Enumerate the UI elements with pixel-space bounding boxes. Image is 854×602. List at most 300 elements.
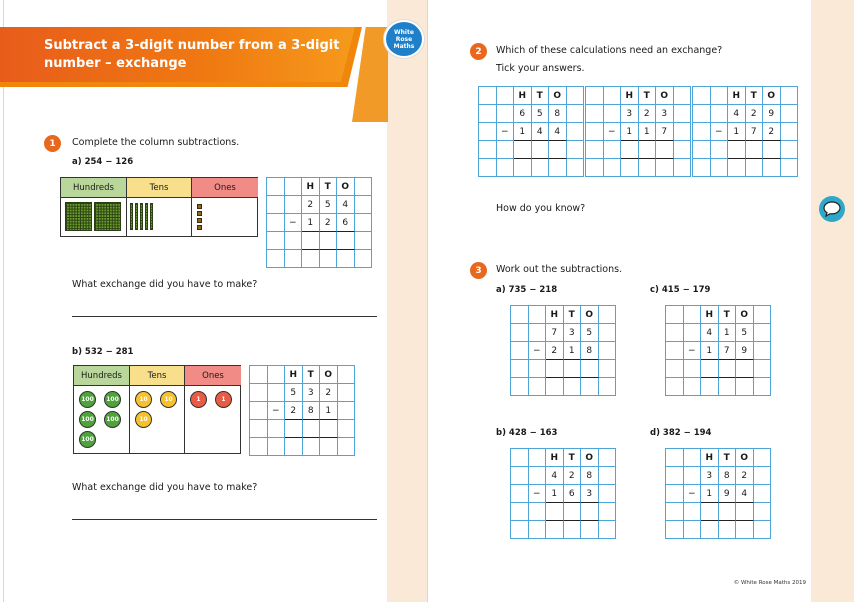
grid-cell xyxy=(693,105,711,123)
grid-cell xyxy=(511,467,529,485)
q3-instruction: Work out the subtractions. xyxy=(496,264,623,275)
grid-cell xyxy=(754,306,772,324)
grid-cell xyxy=(781,123,799,141)
grid-cell xyxy=(621,159,639,177)
grid-cell xyxy=(719,521,737,539)
subtrahend-digit: 1 xyxy=(701,342,719,360)
minuend-digit: 3 xyxy=(303,384,321,402)
grid-cell xyxy=(497,159,515,177)
q1b-question: What exchange did you have to make? xyxy=(72,482,258,493)
grid-cell xyxy=(586,159,604,177)
hundred-counter: 100 xyxy=(79,431,96,448)
subtrahend-digit: 9 xyxy=(736,342,754,360)
grid-cell xyxy=(338,438,356,456)
right-page-strip xyxy=(811,0,854,602)
grid-cell xyxy=(666,342,684,360)
answer-cell[interactable] xyxy=(320,232,338,250)
grid-cell xyxy=(514,159,532,177)
subtrahend-digit: 8 xyxy=(581,342,599,360)
minus-sign: − xyxy=(497,123,515,141)
grid-cell xyxy=(754,324,772,342)
minuend-digit: 5 xyxy=(285,384,303,402)
ten-counter: 10 xyxy=(135,391,152,408)
grid-cell xyxy=(250,420,268,438)
grid-header-cell: H xyxy=(701,449,719,467)
grid-cell xyxy=(285,438,303,456)
grid-header-cell: H xyxy=(546,449,564,467)
grid-cell xyxy=(754,521,772,539)
grid-cell xyxy=(586,141,604,159)
hundred-counter: 100 xyxy=(79,391,96,408)
grid-cell xyxy=(781,87,799,105)
grid-cell xyxy=(479,159,497,177)
grid-cell xyxy=(529,360,547,378)
grid-cell xyxy=(338,384,356,402)
grid-cell xyxy=(684,306,702,324)
grid-header-cell: O xyxy=(736,306,754,324)
grid-header-cell: T xyxy=(639,87,657,105)
subtrahend-digit: 6 xyxy=(337,214,355,232)
minuend-digit: 5 xyxy=(532,105,550,123)
minuend-digit: 5 xyxy=(581,324,599,342)
grid-cell xyxy=(355,214,373,232)
grid-cell xyxy=(511,521,529,539)
grid-header-cell: H xyxy=(701,306,719,324)
q3b-grid[interactable] xyxy=(510,448,616,539)
grid-cell xyxy=(250,402,268,420)
grid-cell xyxy=(711,105,729,123)
grid-header-cell: H xyxy=(546,306,564,324)
grid-cell xyxy=(529,306,547,324)
speech-bubble-glyph xyxy=(823,201,841,217)
grid-cell xyxy=(479,141,497,159)
minuend-digit: 3 xyxy=(621,105,639,123)
minus-sign: − xyxy=(711,123,729,141)
grid-cell xyxy=(684,324,702,342)
grid-cell xyxy=(267,178,285,196)
subtrahend-digit: 1 xyxy=(302,214,320,232)
minuend-digit: 3 xyxy=(701,467,719,485)
grid-cell xyxy=(599,342,617,360)
minus-sign: − xyxy=(529,485,547,503)
ten-rod xyxy=(135,203,138,230)
grid-cell xyxy=(599,467,617,485)
grid-cell xyxy=(511,503,529,521)
page-gutter xyxy=(427,0,428,602)
grid-header-cell: T xyxy=(719,449,737,467)
grid-cell xyxy=(268,384,286,402)
grid-cell xyxy=(604,105,622,123)
grid-cell xyxy=(479,123,497,141)
q1a-place-value-chart xyxy=(60,177,258,237)
grid-header-cell: T xyxy=(303,366,321,384)
speech-bubble-icon xyxy=(819,196,845,222)
q2-grid-1[interactable] xyxy=(478,86,584,177)
answer-cell[interactable] xyxy=(581,360,599,378)
grid-header-cell: O xyxy=(581,449,599,467)
grid-cell xyxy=(599,521,617,539)
answer-cell[interactable] xyxy=(639,141,657,159)
minuend-digit: 2 xyxy=(302,196,320,214)
grid-cell xyxy=(581,378,599,396)
subtrahend-digit: 2 xyxy=(546,342,564,360)
hundred-counter: 100 xyxy=(104,411,121,428)
grid-cell xyxy=(599,378,617,396)
grid-header-cell: T xyxy=(746,87,764,105)
left-page-edge xyxy=(3,0,4,602)
grid-cell xyxy=(581,521,599,539)
minuend-digit: 4 xyxy=(546,467,564,485)
hundreds-header: Hundreds xyxy=(74,366,130,386)
grid-cell xyxy=(564,378,582,396)
answer-cell[interactable] xyxy=(564,360,582,378)
question-2-badge: 2 xyxy=(470,43,487,60)
subtrahend-digit: 1 xyxy=(701,485,719,503)
grid-cell xyxy=(511,378,529,396)
grid-header-cell: T xyxy=(564,449,582,467)
grid-cell xyxy=(285,178,303,196)
grid-cell xyxy=(754,467,772,485)
minuend-digit: 3 xyxy=(656,105,674,123)
q3c-grid[interactable] xyxy=(665,305,771,396)
grid-cell xyxy=(564,521,582,539)
grid-cell xyxy=(604,87,622,105)
grid-cell xyxy=(781,105,799,123)
grid-cell xyxy=(567,105,585,123)
grid-cell xyxy=(511,324,529,342)
grid-cell xyxy=(639,159,657,177)
grid-cell xyxy=(736,521,754,539)
q1a-label: a) 254 − 126 xyxy=(72,157,134,167)
q1b-answer-line[interactable] xyxy=(72,519,377,520)
grid-cell xyxy=(532,159,550,177)
grid-cell xyxy=(285,232,303,250)
minuend-digit: 4 xyxy=(337,196,355,214)
grid-cell xyxy=(674,123,692,141)
subtrahend-digit: 6 xyxy=(564,485,582,503)
answer-cell[interactable] xyxy=(320,420,338,438)
answer-cell[interactable] xyxy=(546,503,564,521)
answer-cell[interactable] xyxy=(303,420,321,438)
grid-cell xyxy=(754,342,772,360)
grid-cell xyxy=(267,214,285,232)
grid-cell xyxy=(701,378,719,396)
grid-cell xyxy=(684,360,702,378)
grid-cell xyxy=(546,378,564,396)
grid-cell xyxy=(268,366,286,384)
q3d-grid[interactable] xyxy=(665,448,771,539)
grid-cell xyxy=(746,159,764,177)
grid-cell xyxy=(701,521,719,539)
answer-cell[interactable] xyxy=(549,141,567,159)
one-cube xyxy=(197,218,202,223)
grid-cell xyxy=(684,521,702,539)
minuend-digit: 1 xyxy=(719,324,737,342)
grid-header-cell: T xyxy=(532,87,550,105)
grid-cell xyxy=(711,87,729,105)
ones-header: Ones xyxy=(192,178,258,198)
minuend-digit: 3 xyxy=(564,324,582,342)
hundred-block xyxy=(94,202,121,231)
grid-cell xyxy=(728,159,746,177)
grid-cell xyxy=(511,449,529,467)
grid-cell xyxy=(497,87,515,105)
grid-cell xyxy=(666,485,684,503)
grid-cell xyxy=(754,485,772,503)
logo-text: White Rose Maths xyxy=(386,22,422,56)
grid-cell xyxy=(511,485,529,503)
minus-sign: − xyxy=(529,342,547,360)
subtrahend-digit: 2 xyxy=(763,123,781,141)
answer-cell[interactable] xyxy=(302,232,320,250)
minuend-digit: 2 xyxy=(736,467,754,485)
q2-tick-instruction: Tick your answers. xyxy=(496,63,585,74)
subtrahend-digit: 7 xyxy=(746,123,764,141)
q1-instruction: Complete the column subtractions. xyxy=(72,137,240,148)
grid-cell xyxy=(337,250,355,268)
answer-cell[interactable] xyxy=(701,503,719,521)
grid-cell xyxy=(479,105,497,123)
grid-header-cell: T xyxy=(564,306,582,324)
q2-grid-3[interactable] xyxy=(692,86,798,177)
grid-cell xyxy=(599,360,617,378)
grid-cell xyxy=(479,87,497,105)
q2-instruction: Which of these calculations need an exchange? xyxy=(496,45,723,56)
subtrahend-digit: 2 xyxy=(320,214,338,232)
minus-sign: − xyxy=(604,123,622,141)
grid-cell xyxy=(567,87,585,105)
grid-header-cell: O xyxy=(656,87,674,105)
grid-cell xyxy=(355,196,373,214)
q2-question: How do you know? xyxy=(496,203,586,214)
grid-cell xyxy=(693,141,711,159)
grid-cell xyxy=(781,159,799,177)
q1a-question: What exchange did you have to make? xyxy=(72,279,258,290)
ten-counter: 10 xyxy=(160,391,177,408)
grid-cell xyxy=(693,87,711,105)
minuend-digit: 7 xyxy=(546,324,564,342)
answer-cell[interactable] xyxy=(736,360,754,378)
grid-cell xyxy=(599,449,617,467)
grid-cell xyxy=(666,378,684,396)
grid-cell xyxy=(529,467,547,485)
answer-cell[interactable] xyxy=(746,141,764,159)
grid-cell xyxy=(338,420,356,438)
grid-cell xyxy=(497,105,515,123)
grid-cell xyxy=(666,503,684,521)
q1b-label: b) 532 − 281 xyxy=(72,347,134,357)
answer-cell[interactable] xyxy=(763,141,781,159)
minuend-digit: 4 xyxy=(701,324,719,342)
grid-cell xyxy=(604,141,622,159)
grid-cell xyxy=(529,449,547,467)
grid-cell xyxy=(303,438,321,456)
grid-cell xyxy=(754,449,772,467)
ten-rod xyxy=(150,203,153,230)
answer-cell[interactable] xyxy=(719,503,737,521)
answer-cell[interactable] xyxy=(656,141,674,159)
grid-cell xyxy=(666,449,684,467)
minuend-digit: 6 xyxy=(514,105,532,123)
grid-cell xyxy=(268,420,286,438)
grid-cell xyxy=(693,123,711,141)
grid-cell xyxy=(586,87,604,105)
minus-sign: − xyxy=(285,214,303,232)
grid-cell xyxy=(567,159,585,177)
grid-header-cell: O xyxy=(549,87,567,105)
answer-cell[interactable] xyxy=(285,420,303,438)
minuend-digit: 2 xyxy=(564,467,582,485)
subtrahend-digit: 1 xyxy=(546,485,564,503)
subtrahend-digit: 1 xyxy=(728,123,746,141)
q3a-label: a) 735 − 218 xyxy=(496,285,558,295)
one-cube xyxy=(197,211,202,216)
subtrahend-digit: 4 xyxy=(532,123,550,141)
grid-cell xyxy=(267,196,285,214)
grid-cell xyxy=(497,141,515,159)
grid-cell xyxy=(656,159,674,177)
grid-cell xyxy=(546,521,564,539)
question-1-badge: 1 xyxy=(44,135,61,152)
grid-cell xyxy=(250,366,268,384)
question-3-badge: 3 xyxy=(470,262,487,279)
grid-cell xyxy=(674,159,692,177)
subtrahend-digit: 1 xyxy=(320,402,338,420)
q1a-column-grid xyxy=(266,177,372,268)
grid-header-cell: H xyxy=(514,87,532,105)
grid-header-cell: H xyxy=(728,87,746,105)
grid-cell xyxy=(781,141,799,159)
grid-cell xyxy=(599,306,617,324)
left-page-strip xyxy=(387,0,427,602)
tens-header: Tens xyxy=(127,178,192,198)
white-rose-logo xyxy=(383,19,425,59)
grid-cell xyxy=(674,105,692,123)
grid-cell xyxy=(567,123,585,141)
grid-cell xyxy=(666,467,684,485)
grid-header-cell: T xyxy=(719,306,737,324)
grid-cell xyxy=(302,250,320,268)
grid-cell xyxy=(320,250,338,268)
q2-grid-2[interactable] xyxy=(585,86,691,177)
grid-header-cell: H xyxy=(621,87,639,105)
grid-cell xyxy=(320,438,338,456)
grid-cell xyxy=(285,196,303,214)
minus-sign: − xyxy=(684,342,702,360)
grid-cell xyxy=(511,360,529,378)
grid-cell xyxy=(604,159,622,177)
minuend-digit: 8 xyxy=(549,105,567,123)
grid-cell xyxy=(754,378,772,396)
grid-cell xyxy=(567,141,585,159)
q3b-label: b) 428 − 163 xyxy=(496,428,558,438)
answer-cell[interactable] xyxy=(564,503,582,521)
grid-cell xyxy=(549,159,567,177)
grid-cell xyxy=(338,402,356,420)
page-title: Subtract a 3-digit number from a 3-digit number – exchange xyxy=(44,38,340,71)
answer-cell[interactable] xyxy=(736,503,754,521)
minus-sign: − xyxy=(268,402,286,420)
hundreds-header: Hundreds xyxy=(61,178,127,198)
subtrahend-digit: 4 xyxy=(736,485,754,503)
subtrahend-digit: 2 xyxy=(285,402,303,420)
grid-cell xyxy=(763,159,781,177)
grid-cell xyxy=(338,366,356,384)
minus-sign: − xyxy=(684,485,702,503)
answer-cell[interactable] xyxy=(514,141,532,159)
grid-cell xyxy=(684,378,702,396)
answer-cell[interactable] xyxy=(701,360,719,378)
ten-rod xyxy=(140,203,143,230)
grid-cell xyxy=(529,324,547,342)
grid-cell xyxy=(285,250,303,268)
minuend-digit: 5 xyxy=(736,324,754,342)
answer-cell[interactable] xyxy=(546,360,564,378)
grid-cell xyxy=(674,87,692,105)
q3a-grid[interactable] xyxy=(510,305,616,396)
grid-header-cell: O xyxy=(763,87,781,105)
copyright-footer: © White Rose Maths 2019 xyxy=(733,580,806,586)
answer-cell[interactable] xyxy=(532,141,550,159)
minuend-digit: 4 xyxy=(728,105,746,123)
grid-header-cell: H xyxy=(285,366,303,384)
q1a-answer-line[interactable] xyxy=(72,316,377,317)
answer-cell[interactable] xyxy=(728,141,746,159)
grid-cell xyxy=(529,503,547,521)
answer-cell[interactable] xyxy=(337,232,355,250)
hundred-counter: 100 xyxy=(79,411,96,428)
grid-cell xyxy=(599,485,617,503)
subtrahend-digit: 7 xyxy=(719,342,737,360)
grid-cell xyxy=(355,178,373,196)
answer-cell[interactable] xyxy=(581,503,599,521)
grid-cell xyxy=(754,360,772,378)
one-counter: 1 xyxy=(215,391,232,408)
grid-cell xyxy=(666,324,684,342)
grid-cell xyxy=(586,123,604,141)
grid-header-cell: O xyxy=(581,306,599,324)
answer-cell[interactable] xyxy=(719,360,737,378)
grid-cell xyxy=(754,503,772,521)
answer-cell[interactable] xyxy=(621,141,639,159)
minuend-digit: 8 xyxy=(719,467,737,485)
grid-cell xyxy=(267,232,285,250)
one-counter: 1 xyxy=(190,391,207,408)
grid-cell xyxy=(250,384,268,402)
q1b-column-grid xyxy=(249,365,355,456)
one-cube xyxy=(197,204,202,209)
grid-cell xyxy=(355,232,373,250)
grid-cell xyxy=(684,449,702,467)
one-cube xyxy=(197,225,202,230)
minuend-digit: 2 xyxy=(639,105,657,123)
ten-counter: 10 xyxy=(135,411,152,428)
subtrahend-digit: 1 xyxy=(514,123,532,141)
q3d-label: d) 382 − 194 xyxy=(650,428,712,438)
grid-cell xyxy=(736,378,754,396)
grid-header-cell: O xyxy=(736,449,754,467)
grid-header-cell: O xyxy=(337,178,355,196)
grid-cell xyxy=(711,159,729,177)
grid-cell xyxy=(586,105,604,123)
grid-cell xyxy=(674,141,692,159)
grid-cell xyxy=(711,141,729,159)
grid-cell xyxy=(684,503,702,521)
minuend-digit: 5 xyxy=(320,196,338,214)
grid-cell xyxy=(666,521,684,539)
subtrahend-digit: 3 xyxy=(581,485,599,503)
grid-cell xyxy=(267,250,285,268)
